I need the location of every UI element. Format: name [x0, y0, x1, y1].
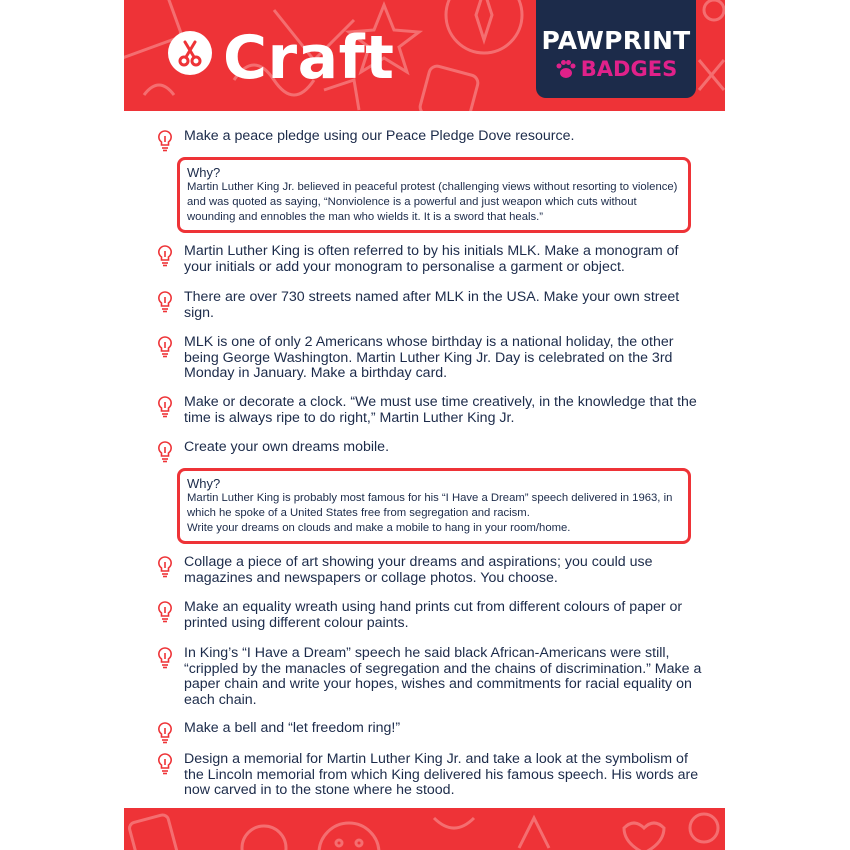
pawprint-badges-logo	[536, 0, 696, 98]
scissors-icon	[168, 31, 212, 75]
item-text: Make an equality wreath using hand prints cut from different colours of paper or printed using different colour paints.	[184, 599, 683, 631]
why-title: Why?	[187, 476, 221, 491]
lightbulb-icon	[156, 600, 174, 624]
item-text: There are over 730 streets named after MLK in the USA. Make your own street sign.	[184, 289, 680, 321]
footer-banner	[124, 808, 725, 850]
lightbulb-icon	[156, 646, 174, 670]
logo-line1: PAWPRINT	[541, 26, 691, 55]
item-text: Make a bell and “let freedom ring!”	[184, 720, 401, 736]
why-box	[177, 157, 691, 233]
lightbulb-icon	[156, 244, 174, 268]
lightbulb-icon	[156, 721, 174, 745]
lightbulb-icon	[156, 440, 174, 464]
page-title: Craft	[223, 23, 395, 93]
item-text: Design a memorial for Martin Luther King Jr. and take a look at the symbolism of the Lincoln memorial from which King delivered his famous speech. His words are now carved in to the stone where he stood.	[184, 751, 699, 798]
why-body: Martin Luther King Jr. believed in peaceful protest (challenging views without resorting to violence) and was quoted as saying, “Nonviolence is a powerful and just weapon which cuts without wounding and ennobles the man who wields it. It is a sword that heals.”	[187, 181, 678, 223]
lightbulb-icon	[156, 129, 174, 153]
craft-sheet	[124, 0, 725, 850]
why-box	[177, 468, 691, 544]
item-text: Make a peace pledge using our Peace Pledge Dove resource.	[184, 128, 575, 144]
item-text: Martin Luther King is often referred to by his initials MLK. Make a monogram of your initials or add your monogram to personalise a garment or object.	[184, 243, 679, 275]
lightbulb-icon	[156, 555, 174, 579]
paw-icon	[555, 59, 577, 79]
why-title: Why?	[187, 165, 221, 180]
item-text: Create your own dreams mobile.	[184, 439, 390, 455]
why-body: Martin Luther King is probably most famous for his “I Have a Dream” speech delivered in 1963, in which he spoke of a United States free from segregation and racism. Write your dreams on clouds and make a mobile to hang in your room/home.	[187, 492, 673, 534]
lightbulb-icon	[156, 752, 174, 776]
item-text: Collage a piece of art showing your dreams and aspirations; you could use magazines and newspapers or collage photos. You choose.	[184, 554, 653, 586]
item-text: Make or decorate a clock. “We must use time creatively, in the knowledge that the time is always ripe to do right,” Martin Luther King Jr.	[184, 394, 697, 426]
item-text: MLK is one of only 2 Americans whose birthday is a national holiday, the other being George Washington. Martin Luther King Jr. Day is celebrated on the 3rd Monday in January. Make a birthday card.	[184, 334, 674, 381]
header-banner	[124, 0, 725, 111]
lightbulb-icon	[156, 395, 174, 419]
lightbulb-icon	[156, 335, 174, 359]
footer-doodles	[124, 808, 725, 850]
logo-line2: BADGES	[580, 57, 678, 81]
item-text: In King’s “I Have a Dream” speech he said black African-Americans were still, “crippled by the manacles of segregation and the chains of discrimination.” Make a paper chain and write your hopes, wishes and commitments for racial equality on each chain.	[184, 645, 702, 708]
lightbulb-icon	[156, 290, 174, 314]
